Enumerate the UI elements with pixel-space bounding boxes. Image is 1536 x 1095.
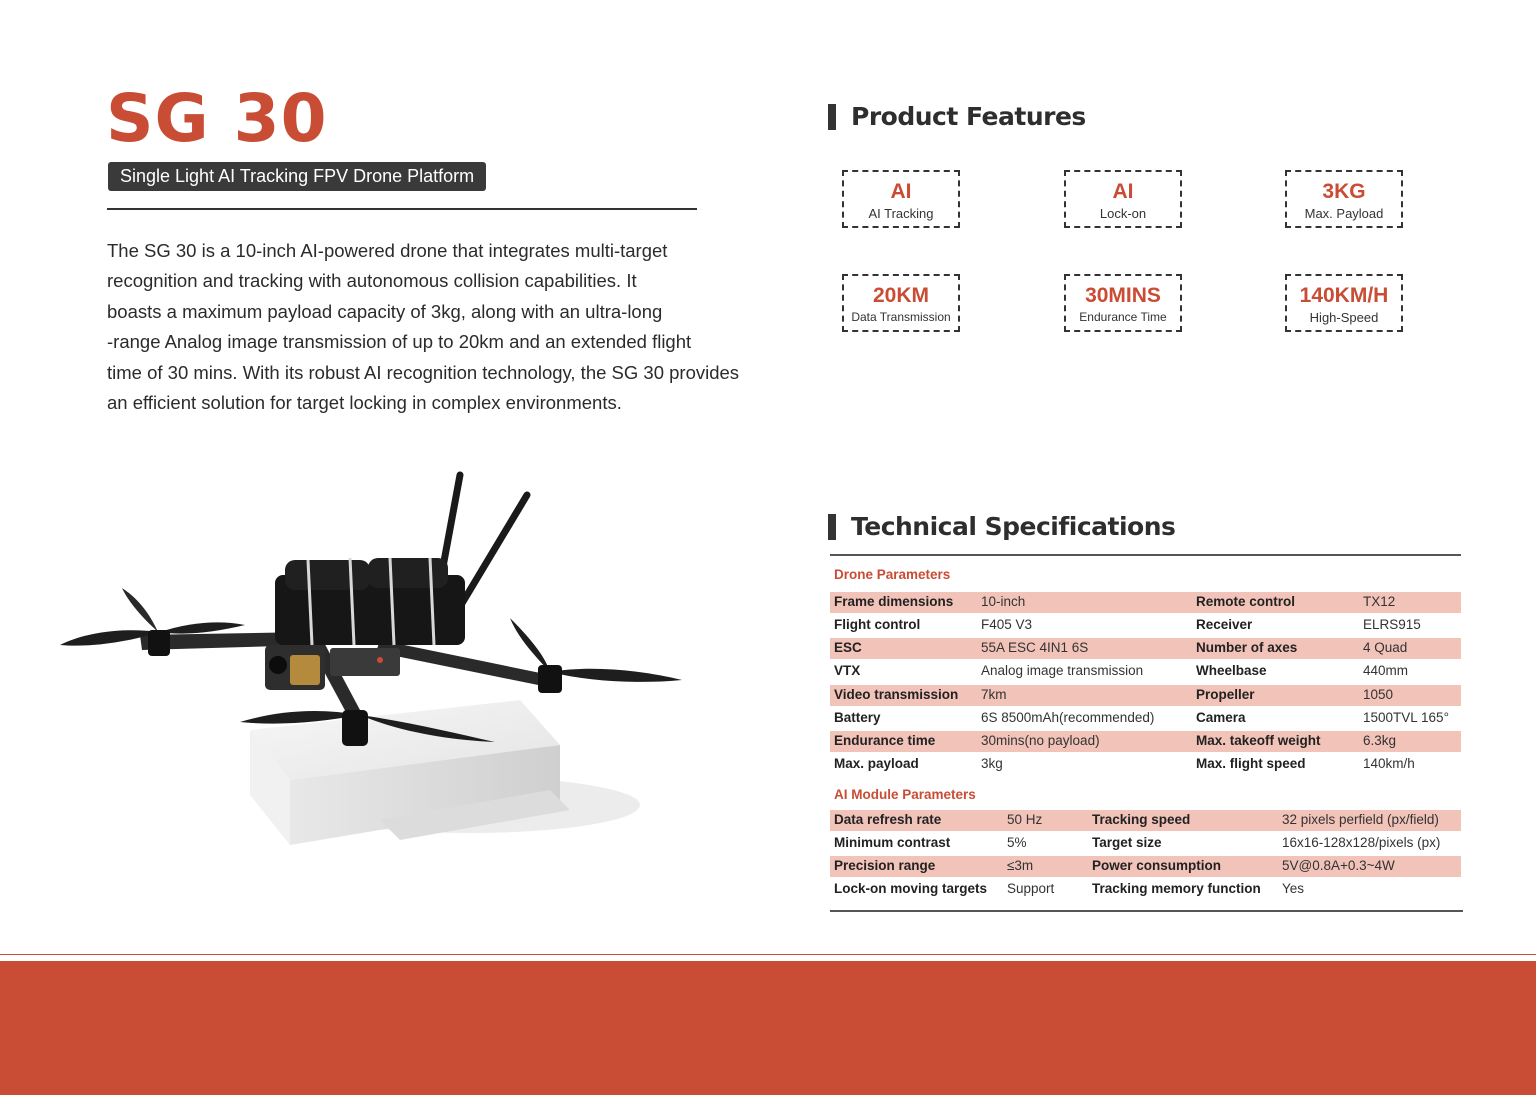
feature-value: 30MINS	[1085, 284, 1161, 307]
features-heading-text: Product Features	[851, 102, 1086, 131]
spec-value: 5V@0.8A+0.3~4W	[1282, 858, 1395, 873]
specs-bottom-divider	[830, 910, 1463, 912]
feature-label: Max. Payload	[1304, 206, 1384, 221]
feature-card	[1064, 274, 1182, 332]
spec-value: Analog image transmission	[981, 663, 1144, 678]
spec-value: 50 Hz	[1007, 812, 1043, 827]
spec-value: F405 V3	[981, 617, 1033, 632]
spec-row	[830, 685, 1461, 706]
spec-row	[830, 879, 1461, 900]
spec-value: 6.3kg	[1363, 733, 1397, 748]
spec-value: 7km	[981, 687, 1007, 702]
spec-key: Receiver	[1196, 617, 1253, 632]
spec-row	[830, 661, 1461, 682]
spec-row	[830, 754, 1461, 775]
spec-key: Number of axes	[1196, 640, 1298, 655]
spec-row	[830, 615, 1461, 636]
feature-card	[1064, 170, 1182, 228]
heading-bar	[828, 104, 836, 130]
description-line: -range Analog image transmission of up to 20km and an extended flight	[107, 331, 692, 353]
heading-bar	[828, 514, 836, 540]
spec-key: Video transmission	[834, 687, 959, 702]
drone-illustration	[50, 460, 730, 890]
spec-value: Support	[1007, 881, 1055, 896]
spec-key: Wheelbase	[1196, 663, 1267, 678]
spec-row	[830, 856, 1461, 877]
ai-parameters-label: AI Module Parameters	[834, 787, 976, 802]
description-line: an efficient solution for target locking in complex environments.	[107, 392, 622, 414]
product-title: SG 30	[106, 80, 328, 157]
spec-key: Max. payload	[834, 756, 919, 771]
description-line: The SG 30 is a 10-inch AI-powered drone that integrates multi-target	[107, 240, 668, 261]
spec-key: Power consumption	[1092, 858, 1222, 873]
feature-label: AI Tracking	[868, 206, 934, 221]
feature-value: 140KM/H	[1299, 284, 1389, 307]
spec-value: 16x16-128x128/pixels (px)	[1282, 835, 1441, 850]
footer-line	[0, 954, 1536, 955]
spec-key: Minimum contrast	[834, 835, 951, 850]
spec-key: Propeller	[1196, 687, 1255, 702]
spec-key: Max. flight speed	[1196, 756, 1306, 771]
spec-row	[830, 833, 1461, 854]
spec-row	[830, 810, 1461, 831]
spec-key: Precision range	[834, 858, 936, 873]
spec-row	[830, 731, 1461, 752]
spec-row	[830, 638, 1461, 659]
spec-key: Data refresh rate	[834, 812, 942, 827]
spec-value: 32 pixels perfield (px/field)	[1282, 812, 1439, 827]
spec-key: ESC	[834, 640, 862, 655]
spec-value: 1050	[1363, 687, 1394, 702]
spec-key: Tracking memory function	[1092, 881, 1261, 896]
spec-key: Flight control	[834, 617, 921, 632]
description-line: recognition and tracking with autonomous collision capabilities. It	[107, 270, 637, 292]
feature-value: 20KM	[872, 284, 930, 307]
spec-key: VTX	[834, 663, 861, 678]
title-divider	[107, 208, 697, 210]
spec-key: Lock-on moving targets	[834, 881, 988, 896]
feature-value: AI	[1112, 180, 1134, 203]
feature-card	[842, 274, 960, 332]
spec-value: 30mins(no payload)	[981, 733, 1100, 748]
spec-row	[830, 708, 1461, 729]
feature-card	[842, 170, 960, 228]
spec-value: 3kg	[981, 756, 1003, 771]
spec-key: Max. takeoff weight	[1196, 733, 1321, 748]
feature-label: High-Speed	[1309, 310, 1379, 325]
product-description	[107, 236, 772, 418]
specs-heading	[828, 512, 1175, 541]
spec-value: 4 Quad	[1363, 640, 1408, 655]
spec-value: Yes	[1282, 881, 1305, 896]
spec-value: ELRS915	[1363, 617, 1421, 632]
spec-key: Tracking speed	[1092, 812, 1191, 827]
feature-label: Data Transmission	[851, 310, 951, 324]
product-subtitle: Single Light AI Tracking FPV Drone Platform	[108, 162, 486, 191]
specs-heading-text: Technical Specifications	[851, 512, 1176, 541]
spec-key: Camera	[1196, 710, 1246, 725]
spec-value: 140km/h	[1363, 756, 1415, 771]
spec-value: ≤3m	[1007, 858, 1034, 873]
description-line: boasts a maximum payload capacity of 3kg, along with an ultra-long	[107, 300, 663, 322]
footer-band	[0, 961, 1536, 1095]
features-heading	[828, 102, 1086, 131]
specs-top-divider	[830, 554, 1461, 556]
feature-value: AI	[890, 180, 912, 203]
spec-value: 440mm	[1363, 663, 1409, 678]
spec-value: TX12	[1363, 594, 1396, 609]
spec-key: Target size	[1092, 835, 1162, 850]
spec-value: 10-inch	[981, 594, 1026, 609]
description-line: time of 30 mins. With its robust AI recognition technology, the SG 30 provides	[107, 361, 740, 383]
drone-image	[50, 460, 730, 890]
spec-key: Endurance time	[834, 733, 936, 748]
feature-value: 3KG	[1322, 180, 1366, 203]
feature-label: Endurance Time	[1079, 310, 1167, 324]
spec-value: 6S 8500mAh(recommended)	[981, 710, 1155, 725]
spec-value: 1500TVL 165°	[1363, 710, 1449, 725]
spec-key: Battery	[834, 710, 881, 725]
feature-card	[1285, 274, 1403, 332]
spec-value: 55A ESC 4IN1 6S	[981, 640, 1089, 655]
drone-parameters-label: Drone Parameters	[834, 567, 951, 582]
feature-card	[1285, 170, 1403, 228]
spec-value: 5%	[1007, 835, 1027, 850]
spec-row	[830, 592, 1461, 613]
spec-key: Remote control	[1196, 594, 1296, 609]
spec-key: Frame dimensions	[834, 594, 954, 609]
feature-label: Lock-on	[1099, 206, 1147, 221]
